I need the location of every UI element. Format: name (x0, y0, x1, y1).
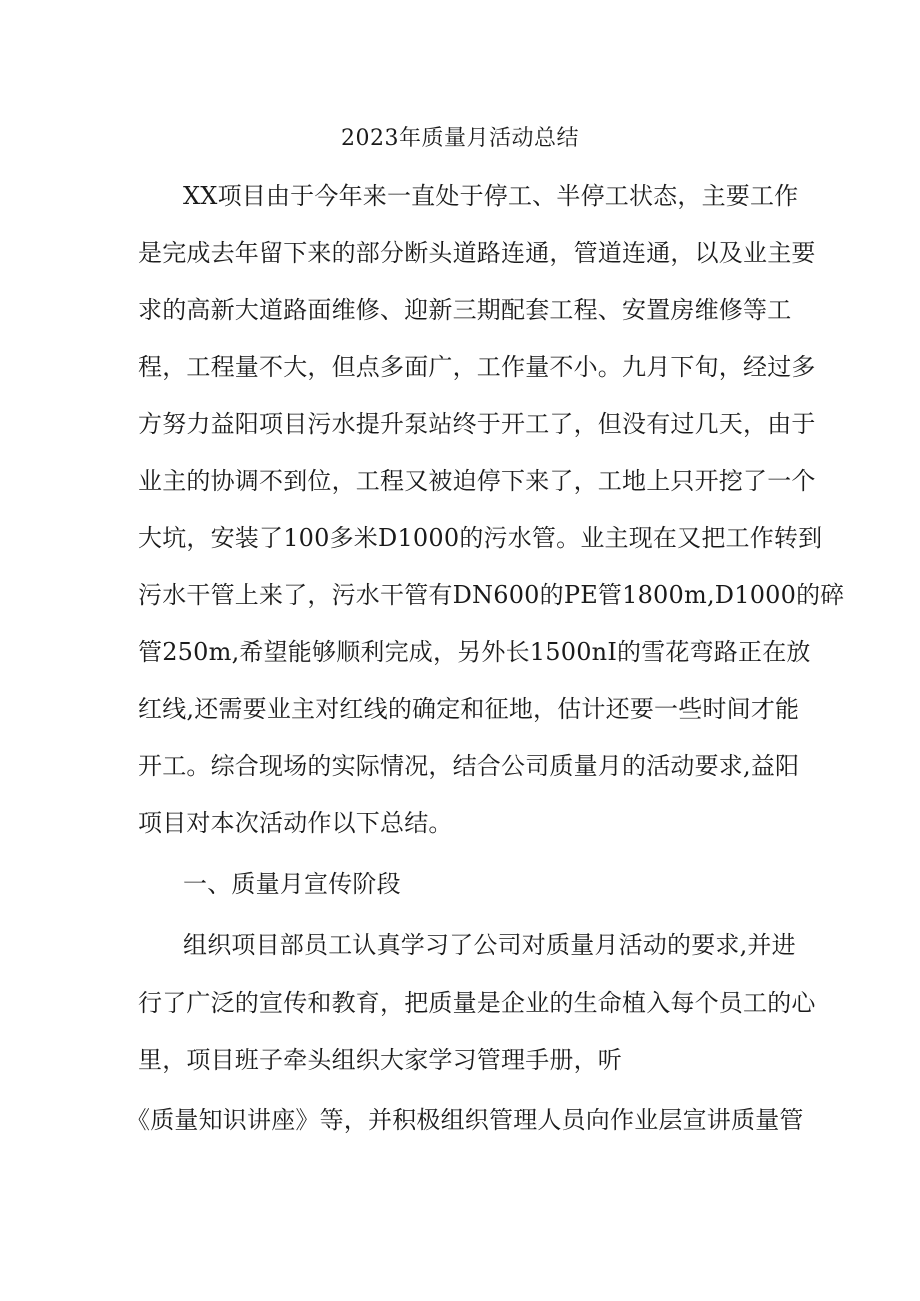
paragraph-1-line-9: 管250m,希望能够顺利完成，另外长1500nI的雪花弯路正在放 (138, 638, 811, 666)
paragraph-2-line-3: 里，项目班子牵头组织大家学习管理手册，听 (138, 1046, 622, 1074)
paragraph-1-line-12: 项目对本次活动作以下总结。 (138, 809, 453, 837)
document-title: 2023年质量月活动总结 (341, 126, 579, 151)
paragraph-1-line-4: 程，工程量不大，但点多面广，工作量不小。九月下旬，经过多 (138, 353, 816, 381)
paragraph-1-line-2: 是完成去年留下来的部分断头道路连通，管道连通，以及业主要 (138, 239, 816, 267)
paragraph-2-line-2: 行了广泛的宣传和教育，把质量是企业的生命植入每个员工的心 (138, 989, 816, 1017)
paragraph-1-line-6: 业主的协调不到位，工程又被迫停下来了，工地上只开挖了一个 (138, 467, 816, 495)
paragraph-1-line-1: XX项目由于今年来一直处于停工、半停工状态，主要工作 (183, 182, 799, 210)
paragraph-2-line-1: 组织项目部员工认真学习了公司对质量月活动的要求,并进 (183, 931, 796, 959)
paragraph-1-line-8: 污水干管上来了，污水干管有DN600的PE管1800m,D1000的碎 (138, 581, 845, 609)
paragraph-1-line-7: 大坑，安装了100多米D1000的污水管。业主现在又把工作转到 (138, 524, 823, 552)
paragraph-1-line-10: 红线,还需要业主对红线的确定和征地，估计还要一些时间才能 (138, 695, 800, 723)
paragraph-1-line-5: 方努力益阳项目污水提升泵站终于开工了，但没有过几天，由于 (138, 410, 816, 438)
section-heading-1: 一、质量月宣传阶段 (183, 870, 401, 898)
paragraph-1-line-3: 求的高新大道路面维修、迎新三期配套工程、安置房维修等工 (138, 296, 792, 324)
paragraph-1-line-11: 开工。综合现场的实际情况，结合公司质量月的活动要求,益阳 (138, 752, 800, 780)
paragraph-2-line-4: 《质量知识讲座》等，并积极组织管理人员向作业层宣讲质量管 (126, 1106, 804, 1134)
